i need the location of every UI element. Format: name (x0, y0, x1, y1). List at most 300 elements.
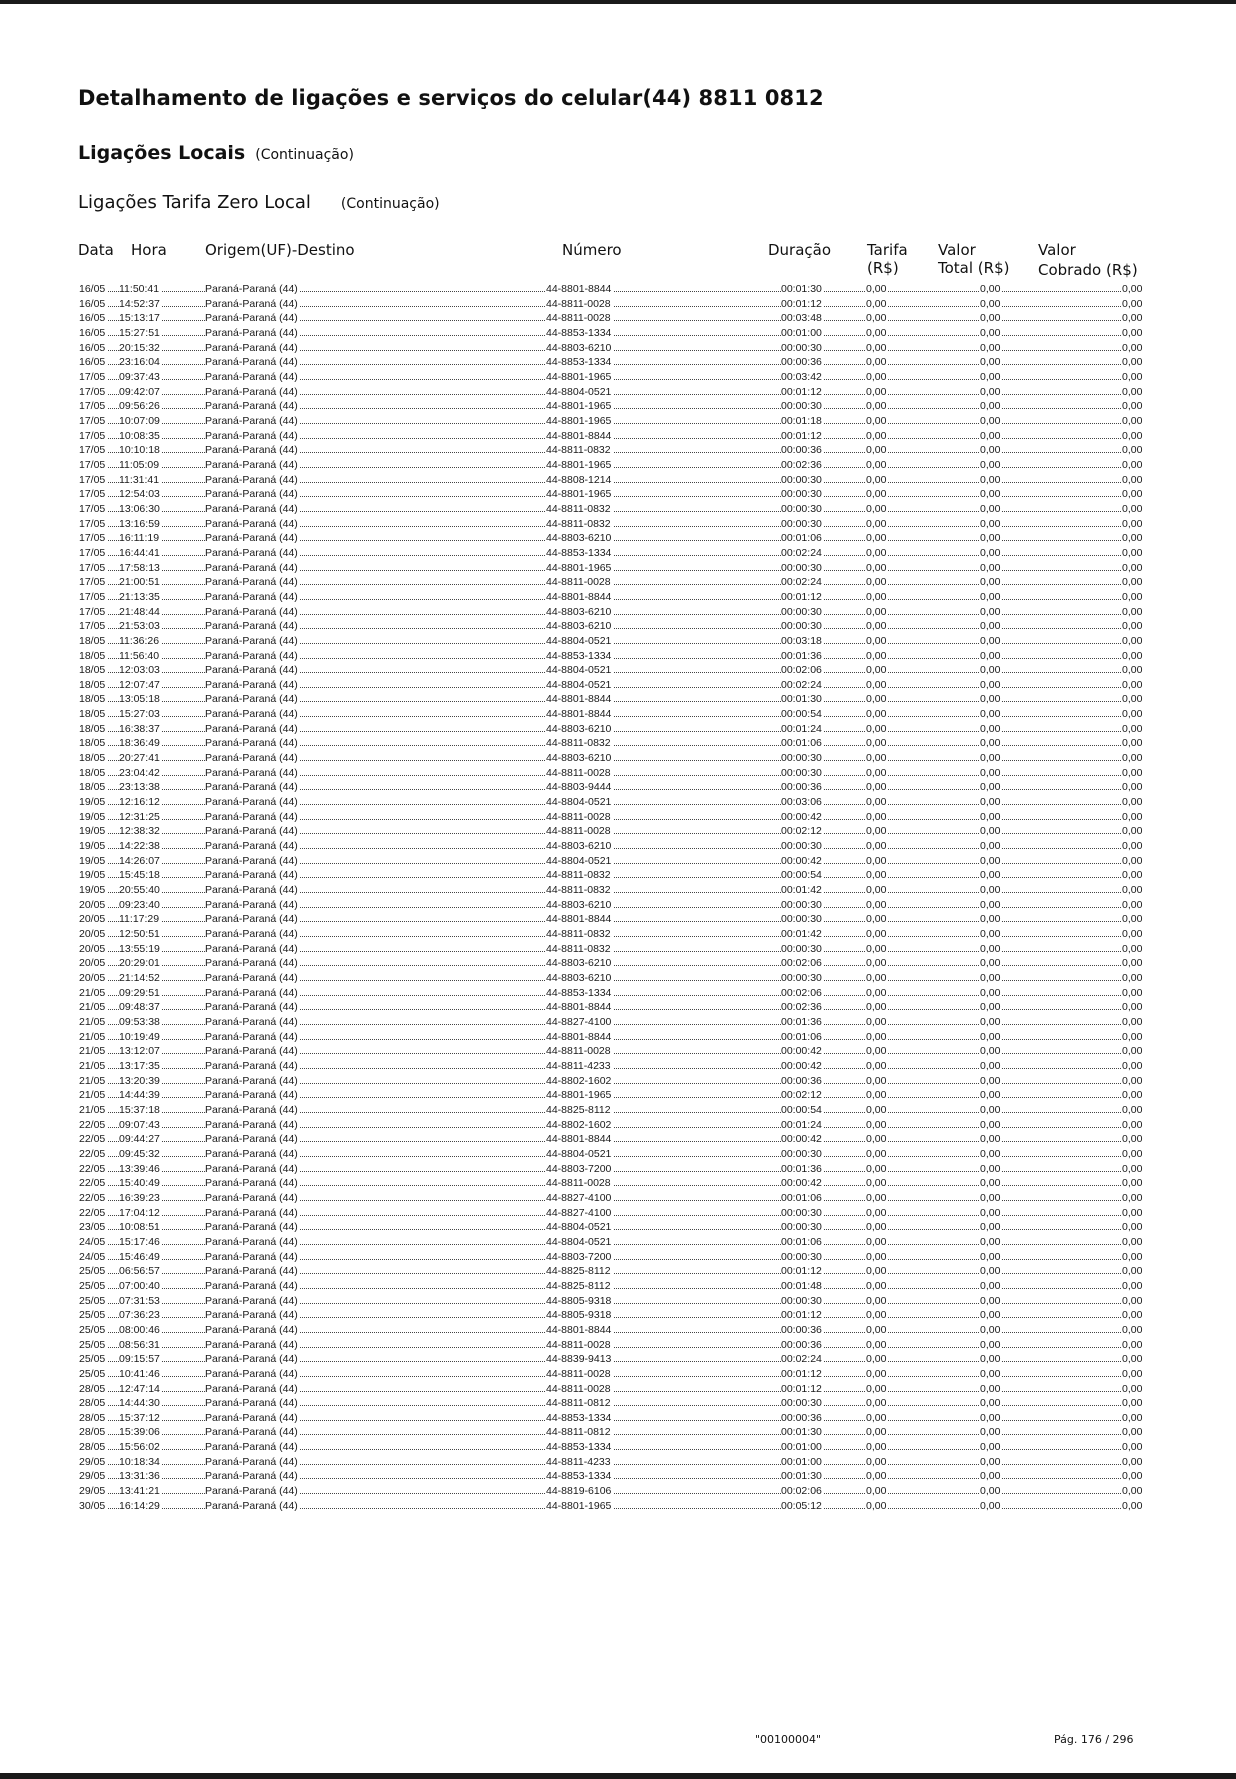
table-row (0, 458, 1236, 472)
cell-origem: Paraná-Paraná (44) (205, 1441, 298, 1454)
cell-valor-cobrado: 0,00 (1122, 664, 1143, 677)
cell-data: 19/05 (79, 825, 106, 838)
cell-valor-total: 0,00 (980, 1279, 1001, 1292)
cell-tarifa: 0,00 (866, 898, 887, 911)
cell-origem: Paraná-Paraná (44) (205, 1059, 298, 1072)
table-row (0, 1411, 1236, 1425)
cell-numero: 44-8801-8844 (546, 1030, 612, 1043)
table-row (0, 1162, 1236, 1176)
cell-duracao: 00:02:24 (781, 1353, 822, 1366)
cell-duracao: 00:00:30 (781, 502, 822, 515)
cell-hora: 14:26:07 (119, 854, 160, 867)
cell-duracao: 00:02:06 (781, 986, 822, 999)
cell-duracao: 00:01:42 (781, 884, 822, 897)
table-row (0, 1118, 1236, 1132)
cell-valor-total: 0,00 (980, 488, 1001, 501)
cell-hora: 13:12:07 (119, 1045, 160, 1058)
cell-valor-cobrado: 0,00 (1122, 708, 1143, 721)
cell-duracao: 00:00:42 (781, 810, 822, 823)
cell-data: 17/05 (79, 458, 106, 471)
cell-data: 25/05 (79, 1353, 106, 1366)
cell-origem: Paraná-Paraná (44) (205, 1499, 298, 1512)
cell-valor-cobrado: 0,00 (1122, 429, 1143, 442)
cell-origem: Paraná-Paraná (44) (205, 620, 298, 633)
cell-duracao: 00:03:42 (781, 370, 822, 383)
cell-data: 18/05 (79, 752, 106, 765)
cell-valor-total: 0,00 (980, 620, 1001, 633)
cell-valor-total: 0,00 (980, 1191, 1001, 1204)
cell-origem: Paraná-Paraná (44) (205, 1309, 298, 1322)
cell-hora: 20:27:41 (119, 752, 160, 765)
cell-hora: 13:55:19 (119, 942, 160, 955)
cell-origem: Paraná-Paraná (44) (205, 1133, 298, 1146)
cell-valor-cobrado: 0,00 (1122, 766, 1143, 779)
cell-duracao: 00:01:30 (781, 693, 822, 706)
cell-tarifa: 0,00 (866, 1367, 887, 1380)
cell-numero: 44-8801-1965 (546, 370, 612, 383)
cell-data: 22/05 (79, 1191, 106, 1204)
cell-origem: Paraná-Paraná (44) (205, 884, 298, 897)
cell-hora: 09:15:57 (119, 1353, 160, 1366)
cell-hora: 21:00:51 (119, 576, 160, 589)
cell-valor-total: 0,00 (980, 884, 1001, 897)
cell-data: 29/05 (79, 1485, 106, 1498)
cell-duracao: 00:01:12 (781, 1382, 822, 1395)
cell-data: 22/05 (79, 1177, 106, 1190)
cell-valor-cobrado: 0,00 (1122, 1441, 1143, 1454)
cell-hora: 15:40:49 (119, 1177, 160, 1190)
cell-tarifa: 0,00 (866, 312, 887, 325)
cell-tarifa: 0,00 (866, 1279, 887, 1292)
cell-valor-cobrado: 0,00 (1122, 810, 1143, 823)
cell-numero: 44-8811-0028 (546, 297, 611, 310)
cell-numero: 44-8801-8844 (546, 1133, 612, 1146)
cell-tarifa: 0,00 (866, 1265, 887, 1278)
cell-origem: Paraná-Paraná (44) (205, 283, 298, 295)
cell-numero: 44-8802-1602 (546, 1118, 612, 1131)
table-row (0, 370, 1236, 384)
cell-data: 17/05 (79, 561, 106, 574)
cell-duracao: 00:00:30 (781, 341, 822, 354)
table-row (0, 1382, 1236, 1396)
table-row (0, 619, 1236, 633)
cell-data: 18/05 (79, 664, 106, 677)
table-row (0, 1030, 1236, 1044)
cell-valor-cobrado: 0,00 (1122, 1382, 1143, 1395)
cell-data: 16/05 (79, 341, 106, 354)
cell-numero: 44-8811-0832 (546, 444, 611, 457)
cell-numero: 44-8811-0832 (546, 502, 611, 515)
cell-origem: Paraná-Paraná (44) (205, 1016, 298, 1028)
cell-numero: 44-8801-1965 (546, 1499, 612, 1512)
cell-hora: 09:23:40 (119, 898, 160, 911)
subsection-continuation: (Continuação) (340, 196, 440, 212)
cell-valor-cobrado: 0,00 (1122, 942, 1143, 955)
cell-valor-total: 0,00 (980, 1411, 1001, 1424)
cell-tarifa: 0,00 (866, 1030, 887, 1043)
cell-valor-cobrado: 0,00 (1122, 1309, 1143, 1322)
cell-data: 21/05 (79, 1059, 106, 1072)
cell-tarifa: 0,00 (866, 561, 887, 574)
cell-hora: 20:15:32 (119, 341, 160, 354)
cell-valor-total: 0,00 (980, 1045, 1001, 1058)
table-row (0, 795, 1236, 809)
cell-data: 19/05 (79, 840, 106, 853)
cell-numero: 44-8853-1334 (546, 546, 612, 559)
cell-valor-total: 0,00 (980, 356, 1001, 369)
cell-data: 25/05 (79, 1309, 106, 1322)
cell-valor-total: 0,00 (980, 972, 1001, 985)
cell-numero: 44-8819-6106 (546, 1485, 612, 1498)
cell-valor-total: 0,00 (980, 854, 1001, 867)
col-header-duracao: Duração (768, 241, 832, 259)
cell-duracao: 00:02:36 (781, 1001, 822, 1014)
table-row (0, 634, 1236, 648)
table-row (0, 1088, 1236, 1102)
cell-numero: 44-8804-0521 (546, 796, 612, 809)
cell-valor-cobrado: 0,00 (1122, 1455, 1143, 1468)
col-header-tarifa (867, 241, 908, 277)
cell-tarifa: 0,00 (866, 854, 887, 867)
cell-data: 18/05 (79, 722, 106, 735)
cell-valor-total: 0,00 (980, 517, 1001, 530)
table-row (0, 1499, 1236, 1513)
cell-duracao: 00:01:06 (781, 1191, 822, 1204)
cell-valor-cobrado: 0,00 (1122, 620, 1143, 633)
cell-tarifa: 0,00 (866, 414, 887, 427)
cell-tarifa: 0,00 (866, 1411, 887, 1424)
cell-valor-total: 0,00 (980, 444, 1001, 457)
cell-hora: 12:50:51 (119, 928, 160, 941)
cell-data: 16/05 (79, 297, 106, 310)
cell-numero: 44-8811-0028 (546, 1177, 611, 1190)
cell-duracao: 00:01:30 (781, 283, 822, 295)
cell-valor-cobrado: 0,00 (1122, 1485, 1143, 1498)
cell-tarifa: 0,00 (866, 1485, 887, 1498)
cell-origem: Paraná-Paraná (44) (205, 1397, 298, 1410)
cell-duracao: 00:01:06 (781, 532, 822, 545)
cell-tarifa: 0,00 (866, 825, 887, 838)
table-row (0, 385, 1236, 399)
table-row (0, 663, 1236, 677)
table-row (0, 883, 1236, 897)
cell-origem: Paraná-Paraná (44) (205, 326, 298, 339)
cell-hora: 11:56:40 (119, 649, 160, 662)
cell-tarifa: 0,00 (866, 1162, 887, 1175)
cell-tarifa: 0,00 (866, 488, 887, 501)
table-row (0, 692, 1236, 706)
table-row (0, 810, 1236, 824)
cell-duracao: 00:00:30 (781, 620, 822, 633)
cell-tarifa: 0,00 (866, 664, 887, 677)
table-row (0, 605, 1236, 619)
table-row (0, 1396, 1236, 1410)
table-row (0, 1425, 1236, 1439)
cell-valor-cobrado: 0,00 (1122, 1206, 1143, 1219)
cell-valor-total: 0,00 (980, 1221, 1001, 1234)
cell-tarifa: 0,00 (866, 1455, 887, 1468)
cell-duracao: 00:02:12 (781, 825, 822, 838)
cell-data: 22/05 (79, 1162, 106, 1175)
cell-duracao: 00:02:06 (781, 1485, 822, 1498)
cell-data: 25/05 (79, 1294, 106, 1307)
cell-numero: 44-8801-8844 (546, 283, 612, 295)
cell-data: 20/05 (79, 942, 106, 955)
cell-tarifa: 0,00 (866, 1103, 887, 1116)
cell-data: 17/05 (79, 400, 106, 413)
cell-tarifa: 0,00 (866, 1206, 887, 1219)
cell-numero: 44-8811-0028 (546, 825, 611, 838)
cell-tarifa: 0,00 (866, 590, 887, 603)
cell-duracao: 00:00:30 (781, 972, 822, 985)
cell-data: 19/05 (79, 869, 106, 882)
cell-tarifa: 0,00 (866, 1059, 887, 1072)
cell-hora: 08:00:46 (119, 1323, 160, 1336)
cell-tarifa: 0,00 (866, 283, 887, 295)
cell-origem: Paraná-Paraná (44) (205, 942, 298, 955)
cell-valor-total: 0,00 (980, 1206, 1001, 1219)
cell-duracao: 00:02:06 (781, 664, 822, 677)
cell-valor-cobrado: 0,00 (1122, 1177, 1143, 1190)
cell-data: 17/05 (79, 605, 106, 618)
cell-valor-cobrado: 0,00 (1122, 752, 1143, 765)
cell-numero: 44-8808-1214 (546, 473, 612, 486)
cell-data: 21/05 (79, 1045, 106, 1058)
cell-duracao: 00:00:36 (781, 1323, 822, 1336)
cell-duracao: 00:01:12 (781, 429, 822, 442)
cell-numero: 44-8804-0521 (546, 634, 612, 647)
cell-origem: Paraná-Paraná (44) (205, 854, 298, 867)
cell-numero: 44-8801-1965 (546, 414, 612, 427)
cell-tarifa: 0,00 (866, 1221, 887, 1234)
cell-valor-total: 0,00 (980, 1323, 1001, 1336)
cell-hora: 21:48:44 (119, 605, 160, 618)
cell-hora: 15:27:51 (119, 326, 160, 339)
cell-valor-total: 0,00 (980, 1030, 1001, 1043)
cell-tarifa: 0,00 (866, 1470, 887, 1483)
cell-tarifa: 0,00 (866, 620, 887, 633)
cell-origem: Paraná-Paraná (44) (205, 737, 298, 750)
cell-origem: Paraná-Paraná (44) (205, 1294, 298, 1307)
cell-valor-total: 0,00 (980, 1441, 1001, 1454)
cell-numero: 44-8811-0832 (546, 517, 611, 530)
cell-valor-total: 0,00 (980, 1485, 1001, 1498)
cell-numero: 44-8811-0028 (546, 1382, 611, 1395)
cell-valor-total: 0,00 (980, 297, 1001, 310)
cell-origem: Paraná-Paraná (44) (205, 722, 298, 735)
section-label: Ligações Locais (78, 142, 246, 164)
cell-duracao: 00:01:12 (781, 1265, 822, 1278)
cell-numero: 44-8801-8844 (546, 708, 612, 721)
cell-valor-cobrado: 0,00 (1122, 986, 1143, 999)
cell-hora: 10:10:18 (119, 444, 160, 457)
bottom-border (0, 1773, 1236, 1779)
table-row (0, 1132, 1236, 1146)
table-row (0, 1367, 1236, 1381)
cell-tarifa: 0,00 (866, 752, 887, 765)
cell-data: 17/05 (79, 370, 106, 383)
cell-duracao: 00:00:36 (781, 444, 822, 457)
cell-numero: 44-8803-6210 (546, 957, 612, 970)
cell-data: 17/05 (79, 385, 106, 398)
cell-numero: 44-8804-0521 (546, 385, 612, 398)
cell-origem: Paraná-Paraná (44) (205, 1001, 298, 1014)
cell-valor-total: 0,00 (980, 1133, 1001, 1146)
cell-hora: 15:27:03 (119, 708, 160, 721)
cell-valor-cobrado: 0,00 (1122, 928, 1143, 941)
cell-valor-total: 0,00 (980, 590, 1001, 603)
cell-valor-total: 0,00 (980, 957, 1001, 970)
cell-tarifa: 0,00 (866, 532, 887, 545)
cell-hora: 12:31:25 (119, 810, 160, 823)
table-row (0, 927, 1236, 941)
cell-tarifa: 0,00 (866, 781, 887, 794)
cell-numero: 44-8811-0028 (546, 312, 611, 325)
cell-origem: Paraná-Paraná (44) (205, 1162, 298, 1175)
cell-duracao: 00:00:42 (781, 1133, 822, 1146)
table-row (0, 473, 1236, 487)
cell-numero: 44-8811-0812 (546, 1426, 611, 1439)
cell-tarifa: 0,00 (866, 722, 887, 735)
table-row (0, 326, 1236, 340)
table-row (0, 341, 1236, 355)
cell-numero: 44-8804-0521 (546, 1221, 612, 1234)
cell-duracao: 00:00:42 (781, 1059, 822, 1072)
cell-valor-total: 0,00 (980, 1294, 1001, 1307)
cell-valor-cobrado: 0,00 (1122, 1016, 1143, 1028)
cell-valor-cobrado: 0,00 (1122, 1499, 1143, 1512)
cell-duracao: 00:00:30 (781, 1206, 822, 1219)
cell-data: 18/05 (79, 678, 106, 691)
cell-valor-total: 0,00 (980, 1001, 1001, 1014)
cell-tarifa: 0,00 (866, 928, 887, 941)
cell-origem: Paraná-Paraná (44) (205, 1279, 298, 1292)
cell-valor-total: 0,00 (980, 649, 1001, 662)
cell-valor-total: 0,00 (980, 913, 1001, 926)
cell-valor-cobrado: 0,00 (1122, 414, 1143, 427)
table-row (0, 1440, 1236, 1454)
cell-data: 20/05 (79, 972, 106, 985)
cell-hora: 10:08:51 (119, 1221, 160, 1234)
cell-numero: 44-8853-1334 (546, 1441, 612, 1454)
cell-hora: 09:07:43 (119, 1118, 160, 1131)
cell-hora: 15:17:46 (119, 1235, 160, 1248)
cell-valor-total: 0,00 (980, 840, 1001, 853)
cell-tarifa: 0,00 (866, 1045, 887, 1058)
cell-valor-cobrado: 0,00 (1122, 444, 1143, 457)
cell-hora: 12:07:47 (119, 678, 160, 691)
cell-hora: 11:17:29 (119, 913, 160, 926)
table-row (0, 854, 1236, 868)
cell-valor-cobrado: 0,00 (1122, 605, 1143, 618)
cell-valor-cobrado: 0,00 (1122, 546, 1143, 559)
cell-origem: Paraná-Paraná (44) (205, 1367, 298, 1380)
cell-origem: Paraná-Paraná (44) (205, 590, 298, 603)
cell-valor-total: 0,00 (980, 1103, 1001, 1116)
cell-valor-total: 0,00 (980, 370, 1001, 383)
cell-origem: Paraná-Paraná (44) (205, 986, 298, 999)
cell-hora: 11:50:41 (119, 283, 160, 295)
cell-tarifa: 0,00 (866, 810, 887, 823)
table-row (0, 1103, 1236, 1117)
cell-hora: 13:17:35 (119, 1059, 160, 1072)
cell-valor-total: 0,00 (980, 561, 1001, 574)
cell-duracao: 00:00:54 (781, 1103, 822, 1116)
cell-hora: 10:07:09 (119, 414, 160, 427)
table-row (0, 399, 1236, 413)
cell-valor-cobrado: 0,00 (1122, 649, 1143, 662)
cell-valor-cobrado: 0,00 (1122, 1323, 1143, 1336)
cell-data: 25/05 (79, 1279, 106, 1292)
cell-hora: 15:39:06 (119, 1426, 160, 1439)
cell-hora: 16:39:23 (119, 1191, 160, 1204)
cell-duracao: 00:01:06 (781, 1235, 822, 1248)
cell-duracao: 00:00:42 (781, 854, 822, 867)
cell-numero: 44-8811-0028 (546, 576, 611, 589)
cell-numero: 44-8811-4233 (546, 1455, 611, 1468)
cell-valor-cobrado: 0,00 (1122, 737, 1143, 750)
cell-duracao: 00:00:30 (781, 488, 822, 501)
cell-origem: Paraná-Paraná (44) (205, 400, 298, 413)
cell-origem: Paraná-Paraná (44) (205, 1382, 298, 1395)
cell-hora: 08:56:31 (119, 1338, 160, 1351)
cell-numero: 44-8804-0521 (546, 664, 612, 677)
cell-data: 18/05 (79, 766, 106, 779)
cell-hora: 07:31:53 (119, 1294, 160, 1307)
cell-data: 24/05 (79, 1235, 106, 1248)
col-header-valor-cobrado-line2: Cobrado (R$) (1038, 261, 1138, 279)
cell-valor-total: 0,00 (980, 1455, 1001, 1468)
cell-tarifa: 0,00 (866, 1089, 887, 1102)
cell-valor-total: 0,00 (980, 737, 1001, 750)
cell-duracao: 00:01:00 (781, 1455, 822, 1468)
cell-valor-cobrado: 0,00 (1122, 898, 1143, 911)
cell-duracao: 00:01:48 (781, 1279, 822, 1292)
cell-origem: Paraná-Paraná (44) (205, 752, 298, 765)
cell-valor-total: 0,00 (980, 1367, 1001, 1380)
cell-numero: 44-8811-0832 (546, 869, 611, 882)
cell-hora: 11:05:09 (119, 458, 160, 471)
cell-hora: 23:16:04 (119, 356, 160, 369)
table-row (0, 561, 1236, 575)
cell-origem: Paraná-Paraná (44) (205, 444, 298, 457)
cell-origem: Paraná-Paraná (44) (205, 414, 298, 427)
cell-valor-cobrado: 0,00 (1122, 385, 1143, 398)
cell-tarifa: 0,00 (866, 957, 887, 970)
cell-data: 24/05 (79, 1250, 106, 1263)
table-row (0, 1250, 1236, 1264)
cell-numero: 44-8811-0832 (546, 737, 611, 750)
cell-hora: 09:53:38 (119, 1016, 160, 1028)
cell-data: 21/05 (79, 1103, 106, 1116)
cell-origem: Paraná-Paraná (44) (205, 546, 298, 559)
cell-origem: Paraná-Paraná (44) (205, 781, 298, 794)
cell-valor-cobrado: 0,00 (1122, 297, 1143, 310)
cell-valor-total: 0,00 (980, 869, 1001, 882)
cell-data: 17/05 (79, 532, 106, 545)
cell-origem: Paraná-Paraná (44) (205, 1177, 298, 1190)
cell-tarifa: 0,00 (866, 326, 887, 339)
cell-valor-total: 0,00 (980, 898, 1001, 911)
cell-hora: 13:16:59 (119, 517, 160, 530)
col-header-origem: Origem(UF)-Destino (205, 241, 355, 259)
cell-origem: Paraná-Paraná (44) (205, 532, 298, 545)
cell-tarifa: 0,00 (866, 942, 887, 955)
col-header-hora: Hora (131, 241, 167, 259)
cell-data: 17/05 (79, 414, 106, 427)
cell-valor-cobrado: 0,00 (1122, 1059, 1143, 1072)
cell-numero: 44-8811-4233 (546, 1059, 611, 1072)
